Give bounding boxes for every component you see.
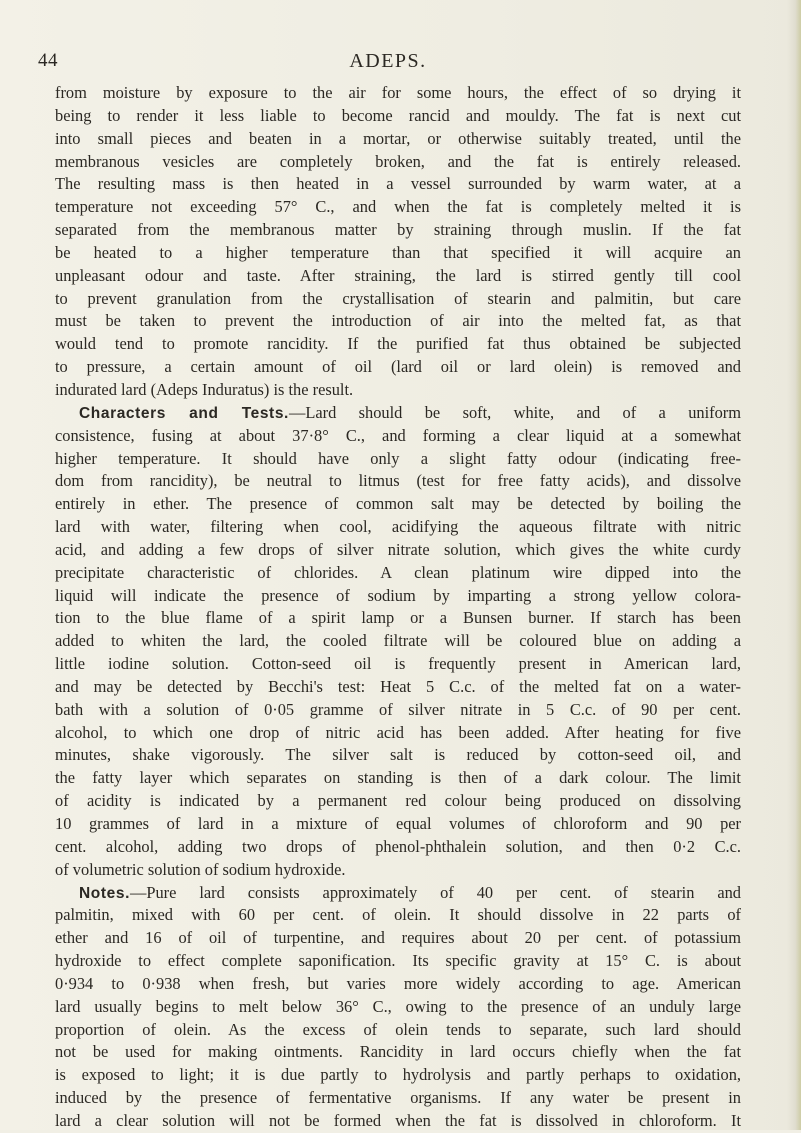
text-line: palmitin, mixed with 60 per cent. of olein. It should dissolve in 22 parts of bbox=[55, 905, 741, 925]
page-number: 44 bbox=[38, 50, 58, 71]
text-line: must be taken to prevent the introduction of air into the melted fat, as that bbox=[55, 311, 741, 331]
text-line: induced by the presence of fermentative organisms. If any water be present in bbox=[55, 1088, 741, 1108]
text-line: be heated to a higher temperature than that specified it will acquire an bbox=[55, 242, 741, 262]
section-heading: Notes. bbox=[79, 884, 130, 902]
text-line: unpleasant odour and taste. After straining, the lard is stirred gently till cool bbox=[55, 265, 741, 285]
text-line: precipitate characteristic of chlorides. A clean platinum wire dipped into the bbox=[55, 562, 741, 582]
text-line: lard usually begins to melt below 36° C., owing to the presence of an unduly large bbox=[55, 996, 741, 1016]
text-line: indurated lard (Adeps Induratus) is the result. bbox=[55, 379, 354, 399]
text-line: being to render it less liable to become rancid and mouldy. The fat is next cut bbox=[55, 105, 741, 125]
text-line: acid, and adding a few drops of silver nitrate solution, which gives the white curdy bbox=[55, 539, 741, 559]
text-line: lard a clear solution will not be formed when the fat is dissolved in chloroform. It bbox=[55, 1110, 741, 1130]
text-line bbox=[55, 402, 741, 425]
paragraph-preparation bbox=[55, 82, 741, 402]
text-line: ether and 16 of oil of turpentine, and requires about 20 per cent. of potassium bbox=[55, 928, 741, 948]
text-line: hydroxide to effect complete saponification. Its specific gravity at 15° C. is about bbox=[55, 951, 741, 971]
heading-continuation: —Pure lard consists approximately of 40 per cent. of stearin and bbox=[129, 882, 741, 902]
text-line: cent. alcohol, adding two drops of phenol-phthalein solution, and then 0·2 C.c. bbox=[55, 836, 741, 856]
text-line: of acidity is indicated by a permanent red colour being produced on dissolving bbox=[55, 791, 741, 811]
running-title: ADEPS. bbox=[349, 50, 427, 72]
text-line: and may be detected by Becchi's test: Heat 5 C.c. of the melted fat on a water- bbox=[55, 676, 741, 696]
text-line: of volumetric solution of sodium hydroxide. bbox=[55, 859, 346, 879]
text-line: temperature not exceeding 57° C., and when the fat is completely melted it is bbox=[55, 197, 741, 217]
text-line: alcohol, to which one drop of nitric acid has been added. After heating for five bbox=[55, 722, 741, 742]
text-line: entirely in ether. The presence of common salt may be detected by boiling the bbox=[55, 494, 741, 514]
text-line: The resulting mass is then heated in a vessel surrounded by warm water, at a bbox=[55, 174, 741, 194]
text-line: bath with a solution of 0·05 gramme of silver nitrate in 5 C.c. of 90 per cent. bbox=[55, 699, 741, 719]
paragraph-notes bbox=[55, 882, 741, 1133]
text-line: into small pieces and beaten in a mortar, or otherwise suitably treated, until the bbox=[55, 128, 741, 148]
text-line: is exposed to light; it is due partly to hydrolysis and partly perhaps to oxidation, bbox=[55, 1065, 741, 1085]
section-heading: Characters and Tests. bbox=[79, 404, 289, 422]
text-line: to pressure, a certain amount of oil (lard oil or lard olein) is removed and bbox=[55, 357, 741, 377]
text-line: from moisture by exposure to the air for some hours, the effect of so drying it bbox=[55, 83, 741, 102]
paragraph-characters-and-tests bbox=[55, 402, 741, 882]
text-line: the fatty layer which separates on standing is then of a dark colour. The limit bbox=[55, 768, 741, 788]
text-line: membranous vesicles are completely broken, and the fat is entirely released. bbox=[55, 151, 741, 171]
text-line: 10 grammes of lard in a mixture of equal volumes of chloroform and 90 per bbox=[55, 814, 741, 833]
text-line: dom from rancidity), be neutral to litmus (test for free fatty acids), and dissolve bbox=[55, 471, 741, 491]
text-line bbox=[55, 882, 741, 905]
text-line: to prevent granulation from the crystallisation of stearin and palmitin, but care bbox=[55, 288, 741, 308]
page-edge bbox=[787, 0, 801, 1130]
text-line: little iodine solution. Cotton-seed oil is frequently present in American lard, bbox=[55, 654, 741, 674]
text-line: added to whiten the lard, the cooled filtrate will be coloured blue on adding a bbox=[55, 631, 741, 651]
text-line: tion to the blue flame of a spirit lamp or a Bunsen burner. If starch has been bbox=[55, 608, 741, 628]
running-head bbox=[38, 50, 738, 74]
text-line: proportion of olein. As the excess of olein tends to separate, such lard should bbox=[55, 1019, 741, 1039]
body-text bbox=[55, 82, 741, 1133]
text-line: would tend to promote rancidity. If the purified fat thus obtained be subjected bbox=[55, 334, 741, 354]
text-line: lard with water, filtering when cool, acidifying the aqueous filtrate with nitric bbox=[55, 517, 741, 537]
text-line: 0·934 to 0·938 when fresh, but varies more widely according to age. American bbox=[55, 973, 741, 993]
heading-continuation: —Lard should be soft, white, and of a uniform bbox=[288, 402, 741, 422]
text-line: not be used for making ointments. Rancidity in lard occurs chiefly when the fat bbox=[55, 1042, 741, 1062]
text-line: consistence, fusing at about 37·8° C., and forming a clear liquid at a somewhat bbox=[55, 425, 741, 445]
text-line: higher temperature. It should have only a slight fatty odour (indicating free- bbox=[55, 448, 741, 468]
text-line: liquid will indicate the presence of sodium by imparting a strong yellow colora- bbox=[55, 585, 741, 605]
text-line: minutes, shake vigorously. The silver salt is reduced by cotton-seed oil, and bbox=[55, 745, 741, 765]
text-line: separated from the membranous matter by straining through muslin. If the fat bbox=[55, 220, 741, 240]
